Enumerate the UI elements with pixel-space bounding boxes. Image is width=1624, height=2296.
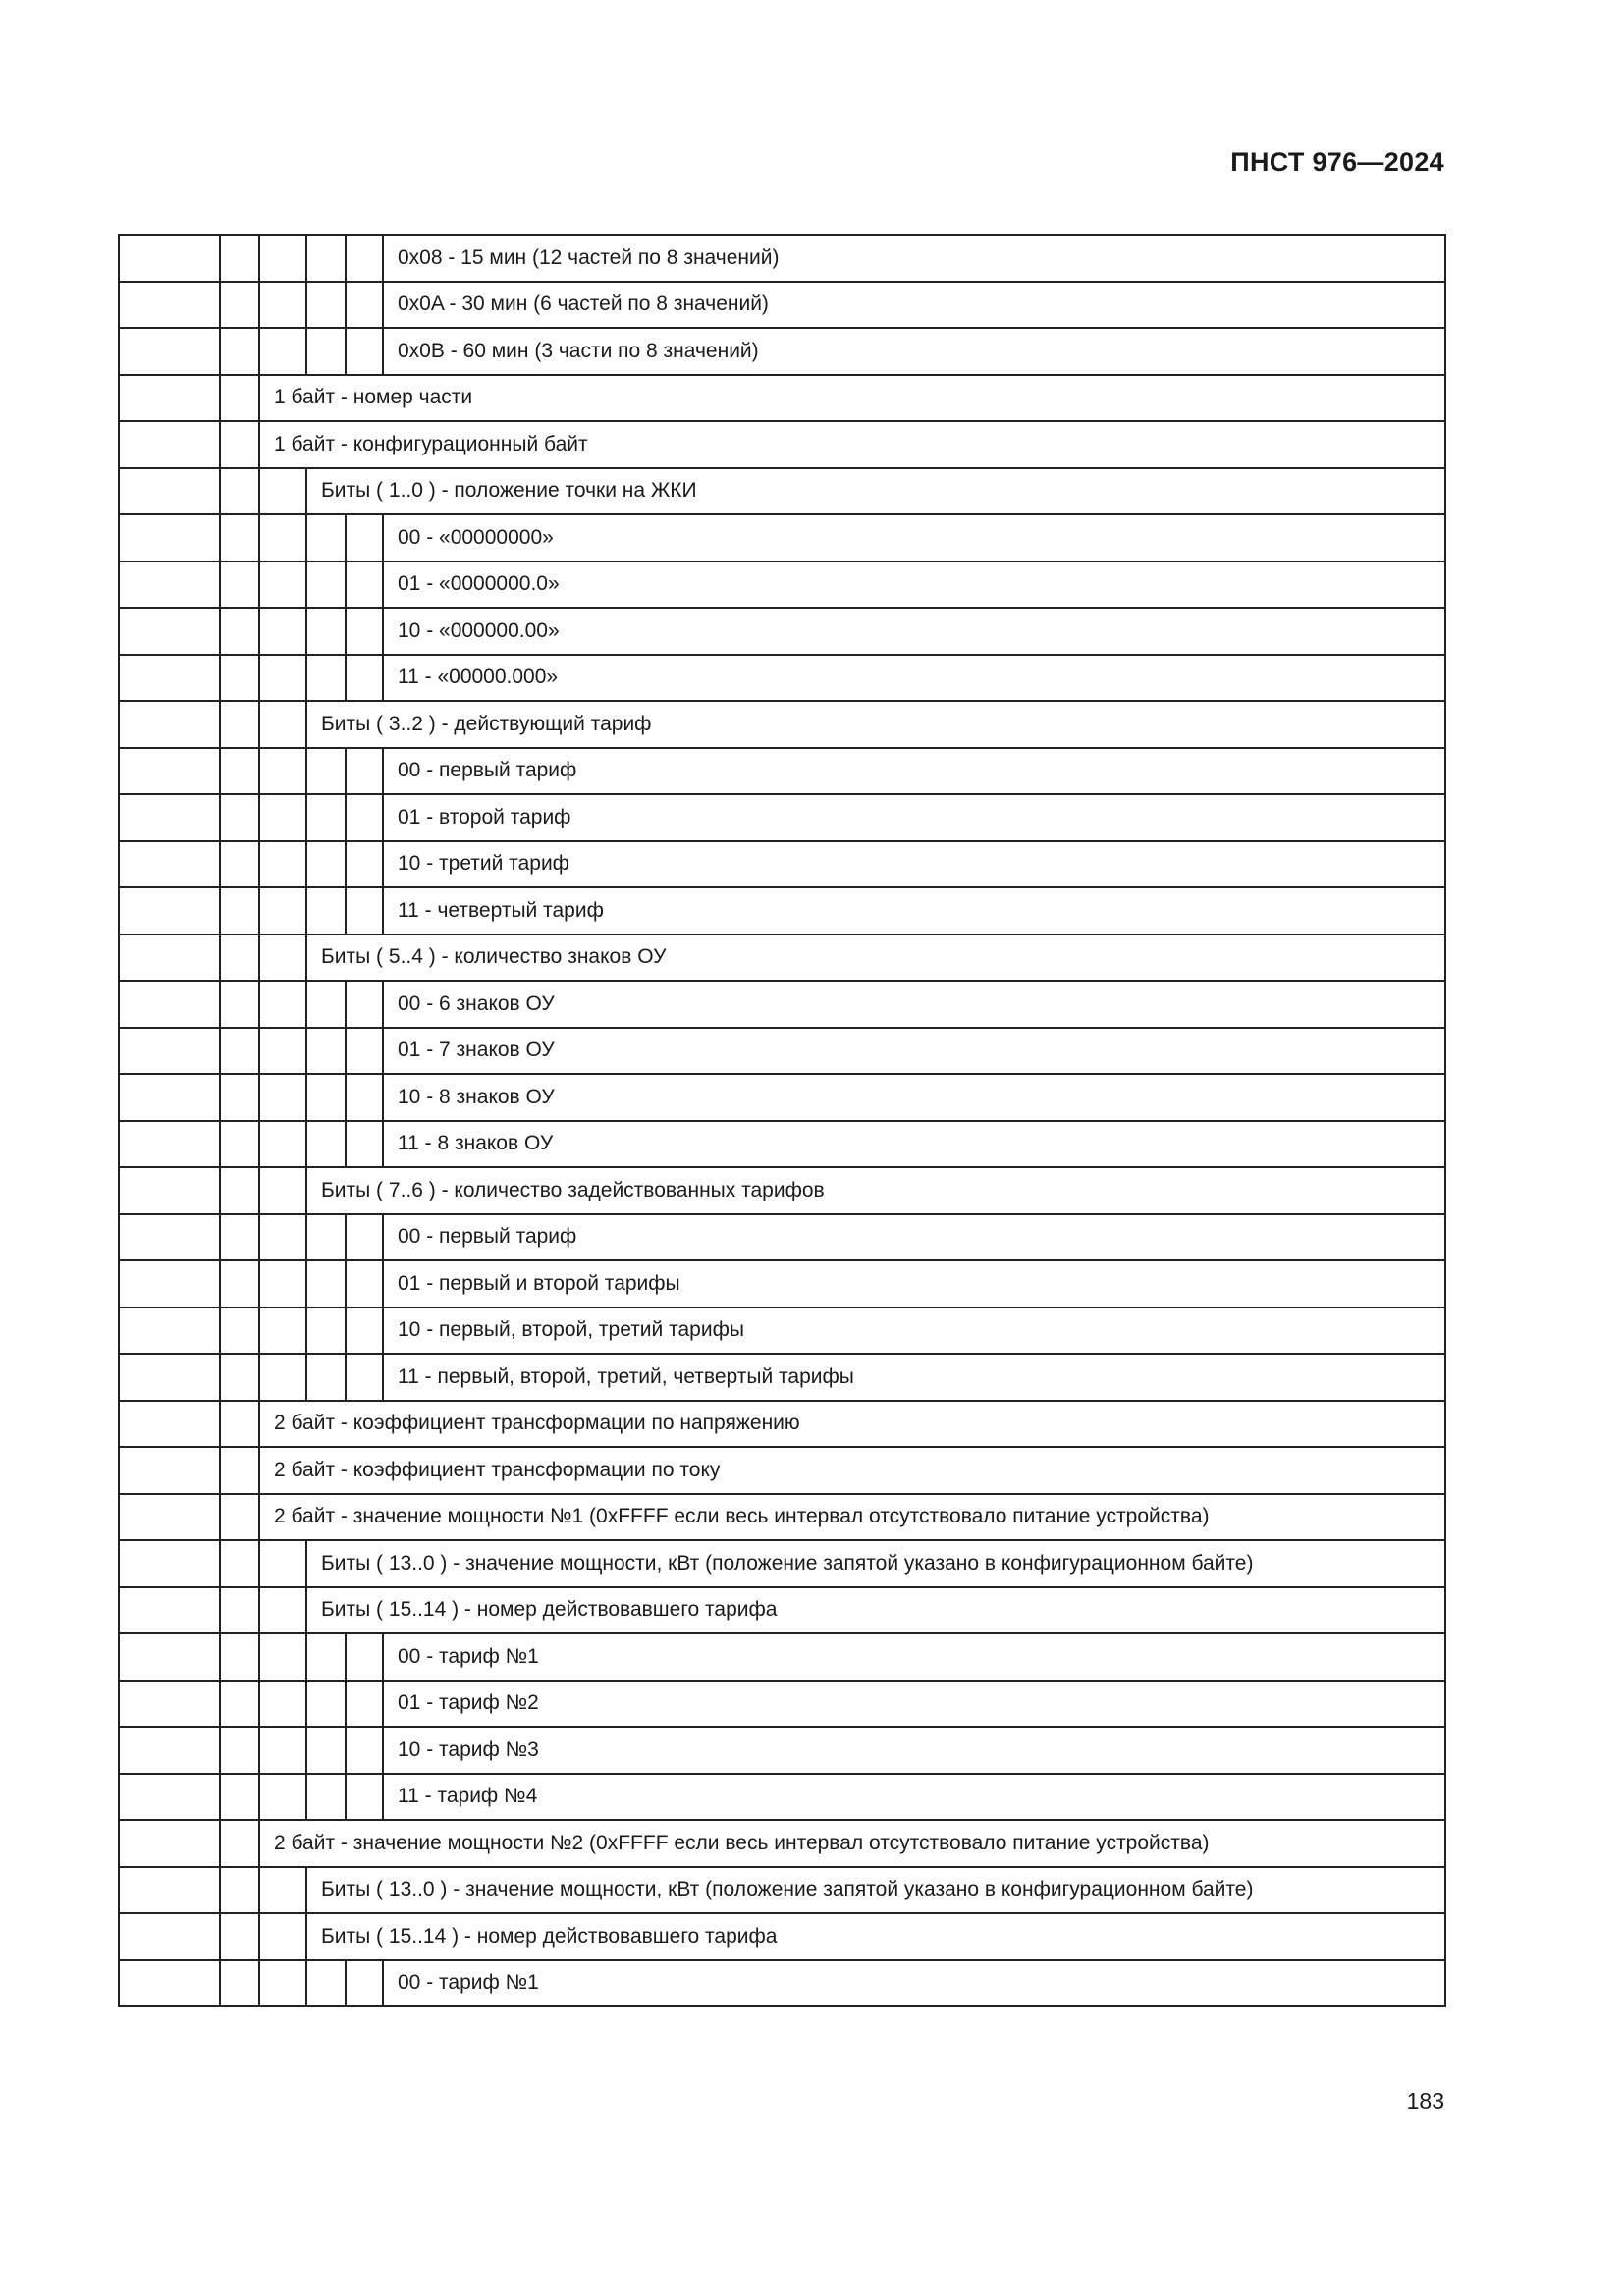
indent-cell	[306, 1214, 346, 1261]
indent-cell	[306, 1074, 346, 1121]
indent-cell	[119, 1494, 220, 1541]
indent-cell	[259, 701, 306, 748]
indent-cell	[119, 1028, 220, 1075]
indent-cell	[306, 282, 346, 329]
indent-cell	[259, 468, 306, 515]
row-text: 11 - 8 знаков ОУ	[383, 1121, 1445, 1168]
row-text: 2 байт - коэффициент трансформации по напряжению	[259, 1401, 1445, 1448]
indent-cell	[259, 1774, 306, 1821]
indent-cell	[259, 1121, 306, 1168]
row-text: 11 - «00000.000»	[383, 655, 1445, 702]
indent-cell	[220, 1774, 259, 1821]
indent-cell	[306, 841, 346, 888]
indent-cell	[220, 1074, 259, 1121]
indent-cell	[346, 1121, 383, 1168]
indent-cell	[119, 1820, 220, 1867]
row-text: 0x0B - 60 мин (3 части по 8 значений)	[383, 328, 1445, 375]
indent-cell	[119, 655, 220, 702]
table-row	[119, 1633, 1445, 1681]
indent-cell	[220, 1820, 259, 1867]
row-text: Биты ( 13..0 ) - значение мощности, кВт (положение запятой указано в конфигурационном байте)	[306, 1867, 1445, 1914]
indent-cell	[259, 608, 306, 655]
indent-cell	[220, 1540, 259, 1587]
row-text: 01 - второй тариф	[383, 794, 1445, 841]
row-text: 00 - первый тариф	[383, 748, 1445, 795]
indent-cell	[306, 1354, 346, 1401]
table-row	[119, 1167, 1445, 1214]
indent-cell	[119, 235, 220, 282]
table-row	[119, 1121, 1445, 1168]
row-text: Биты ( 3..2 ) - действующий тариф	[306, 701, 1445, 748]
indent-cell	[306, 235, 346, 282]
row-text: 0x0A - 30 мин (6 частей по 8 значений)	[383, 282, 1445, 329]
indent-cell	[220, 328, 259, 375]
indent-cell	[119, 1401, 220, 1448]
row-text: 2 байт - коэффициент трансформации по току	[259, 1447, 1445, 1494]
indent-cell	[346, 841, 383, 888]
table-row	[119, 561, 1445, 609]
row-text: 10 - третий тариф	[383, 841, 1445, 888]
indent-cell	[220, 1913, 259, 1960]
table-row	[119, 1308, 1445, 1355]
row-text: 10 - тариф №3	[383, 1727, 1445, 1774]
indent-cell	[119, 887, 220, 934]
indent-cell	[346, 282, 383, 329]
indent-cell	[119, 468, 220, 515]
table-row	[119, 1354, 1445, 1401]
indent-cell	[220, 421, 259, 468]
indent-cell	[259, 282, 306, 329]
indent-cell	[119, 1681, 220, 1728]
indent-cell	[259, 561, 306, 609]
indent-cell	[306, 514, 346, 561]
table-row	[119, 514, 1445, 561]
indent-cell	[346, 235, 383, 282]
indent-cell	[220, 1028, 259, 1075]
indent-cell	[306, 1121, 346, 1168]
indent-cell	[220, 981, 259, 1028]
indent-cell	[220, 701, 259, 748]
indent-cell	[119, 841, 220, 888]
indent-cell	[259, 1633, 306, 1681]
indent-cell	[119, 794, 220, 841]
table-row	[119, 934, 1445, 982]
indent-cell	[220, 1960, 259, 2007]
row-text: Биты ( 15..14 ) - номер действовавшего тарифа	[306, 1913, 1445, 1960]
indent-cell	[220, 1214, 259, 1261]
row-text: 00 - тариф №1	[383, 1633, 1445, 1681]
indent-cell	[119, 934, 220, 982]
indent-cell	[220, 235, 259, 282]
table-row	[119, 282, 1445, 329]
row-text: 00 - тариф №1	[383, 1960, 1445, 2007]
table-row	[119, 1960, 1445, 2007]
indent-cell	[119, 1540, 220, 1587]
indent-cell	[346, 1214, 383, 1261]
table-row	[119, 1774, 1445, 1821]
page-number: 183	[1406, 2088, 1444, 2113]
row-text: 2 байт - значение мощности №1 (0xFFFF если весь интервал отсутствовало питание устройства)	[259, 1494, 1445, 1541]
indent-cell	[220, 1727, 259, 1774]
table-row	[119, 421, 1445, 468]
table-row	[119, 1260, 1445, 1308]
indent-cell	[346, 981, 383, 1028]
indent-cell	[346, 1028, 383, 1075]
table-row	[119, 748, 1445, 795]
table-row	[119, 1494, 1445, 1541]
indent-cell	[119, 701, 220, 748]
indent-cell	[119, 375, 220, 422]
row-text: 00 - первый тариф	[383, 1214, 1445, 1261]
indent-cell	[346, 1774, 383, 1821]
table-row	[119, 608, 1445, 655]
indent-cell	[306, 608, 346, 655]
indent-cell	[306, 1727, 346, 1774]
indent-cell	[306, 1774, 346, 1821]
indent-cell	[220, 934, 259, 982]
indent-cell	[119, 514, 220, 561]
table-row	[119, 468, 1445, 515]
table-row	[119, 235, 1445, 282]
indent-cell	[119, 1074, 220, 1121]
row-text: Биты ( 15..14 ) - номер действовавшего тарифа	[306, 1587, 1445, 1634]
row-text: 01 - тариф №2	[383, 1681, 1445, 1728]
indent-cell	[259, 1167, 306, 1214]
indent-cell	[346, 1308, 383, 1355]
indent-cell	[306, 1028, 346, 1075]
indent-cell	[119, 328, 220, 375]
table-row	[119, 328, 1445, 375]
indent-cell	[346, 1074, 383, 1121]
indent-cell	[119, 1214, 220, 1261]
table-row	[119, 1681, 1445, 1728]
indent-cell	[119, 421, 220, 468]
indent-cell	[119, 1587, 220, 1634]
indent-cell	[220, 282, 259, 329]
indent-cell	[346, 887, 383, 934]
indent-cell	[346, 1960, 383, 2007]
row-text: 10 - 8 знаков ОУ	[383, 1074, 1445, 1121]
indent-cell	[306, 561, 346, 609]
indent-cell	[220, 887, 259, 934]
indent-cell	[119, 1308, 220, 1355]
table-row	[119, 1214, 1445, 1261]
indent-cell	[259, 1354, 306, 1401]
indent-cell	[119, 981, 220, 1028]
table-row	[119, 841, 1445, 888]
indent-cell	[220, 841, 259, 888]
indent-cell	[306, 1960, 346, 2007]
indent-cell	[259, 1587, 306, 1634]
indent-cell	[119, 608, 220, 655]
row-text: Биты ( 1..0 ) - положение точки на ЖКИ	[306, 468, 1445, 515]
indent-cell	[119, 1960, 220, 2007]
indent-cell	[220, 1587, 259, 1634]
indent-cell	[259, 1214, 306, 1261]
indent-cell	[220, 1401, 259, 1448]
indent-cell	[259, 934, 306, 982]
indent-cell	[220, 608, 259, 655]
table-row	[119, 1540, 1445, 1587]
row-text: 1 байт - номер части	[259, 375, 1445, 422]
indent-cell	[346, 1681, 383, 1728]
indent-cell	[119, 1447, 220, 1494]
indent-cell	[306, 794, 346, 841]
row-text: 01 - 7 знаков ОУ	[383, 1028, 1445, 1075]
indent-cell	[220, 468, 259, 515]
indent-cell	[259, 1681, 306, 1728]
table-row	[119, 1401, 1445, 1448]
row-text: Биты ( 13..0 ) - значение мощности, кВт (положение запятой указано в конфигурационном байте)	[306, 1540, 1445, 1587]
row-text: 1 байт - конфигурационный байт	[259, 421, 1445, 468]
row-text: 00 - «00000000»	[383, 514, 1445, 561]
indent-cell	[346, 1260, 383, 1308]
table-row	[119, 1913, 1445, 1960]
indent-cell	[346, 328, 383, 375]
table-row	[119, 1028, 1445, 1075]
indent-cell	[259, 887, 306, 934]
indent-cell	[306, 748, 346, 795]
indent-cell	[220, 1494, 259, 1541]
indent-cell	[259, 1540, 306, 1587]
row-text: Биты ( 7..6 ) - количество задействованных тарифов	[306, 1167, 1445, 1214]
indent-cell	[119, 1260, 220, 1308]
indent-cell	[119, 1727, 220, 1774]
indent-cell	[259, 328, 306, 375]
table-row	[119, 1587, 1445, 1634]
indent-cell	[119, 1121, 220, 1168]
table-row	[119, 701, 1445, 748]
table-row	[119, 1447, 1445, 1494]
indent-cell	[220, 1121, 259, 1168]
indent-cell	[306, 981, 346, 1028]
indent-cell	[119, 1774, 220, 1821]
indent-cell	[346, 514, 383, 561]
table-row	[119, 655, 1445, 702]
indent-cell	[259, 655, 306, 702]
indent-cell	[306, 887, 346, 934]
indent-cell	[259, 841, 306, 888]
indent-cell	[119, 1633, 220, 1681]
row-text: 01 - первый и второй тарифы	[383, 1260, 1445, 1308]
indent-cell	[346, 1354, 383, 1401]
indent-cell	[119, 1867, 220, 1914]
indent-cell	[220, 1260, 259, 1308]
indent-cell	[259, 794, 306, 841]
indent-cell	[306, 1633, 346, 1681]
indent-cell	[220, 748, 259, 795]
indent-cell	[220, 1447, 259, 1494]
indent-cell	[259, 748, 306, 795]
row-text: 10 - «000000.00»	[383, 608, 1445, 655]
indent-cell	[119, 1913, 220, 1960]
row-text: 2 байт - значение мощности №2 (0xFFFF если весь интервал отсутствовало питание устройства)	[259, 1820, 1445, 1867]
table-row	[119, 794, 1445, 841]
indent-cell	[259, 1028, 306, 1075]
table-row	[119, 375, 1445, 422]
indent-cell	[259, 1913, 306, 1960]
indent-cell	[259, 1960, 306, 2007]
row-text: 00 - 6 знаков ОУ	[383, 981, 1445, 1028]
table-row	[119, 887, 1445, 934]
indent-cell	[346, 561, 383, 609]
indent-cell	[220, 561, 259, 609]
row-text: 11 - тариф №4	[383, 1774, 1445, 1821]
indent-cell	[119, 561, 220, 609]
indent-cell	[220, 375, 259, 422]
indent-cell	[119, 1167, 220, 1214]
indent-cell	[346, 655, 383, 702]
indent-cell	[220, 1681, 259, 1728]
table-row	[119, 1074, 1445, 1121]
indent-cell	[259, 514, 306, 561]
row-text: Биты ( 5..4 ) - количество знаков ОУ	[306, 934, 1445, 982]
document-code: ПНСТ 976—2024	[1230, 147, 1444, 177]
indent-cell	[220, 1308, 259, 1355]
indent-cell	[220, 1354, 259, 1401]
indent-cell	[220, 655, 259, 702]
indent-cell	[346, 1727, 383, 1774]
indent-cell	[346, 608, 383, 655]
indent-cell	[346, 794, 383, 841]
indent-cell	[259, 1074, 306, 1121]
indent-cell	[259, 235, 306, 282]
row-text: 10 - первый, второй, третий тарифы	[383, 1308, 1445, 1355]
indent-cell	[306, 655, 346, 702]
indent-cell	[306, 1260, 346, 1308]
row-text: 01 - «0000000.0»	[383, 561, 1445, 609]
indent-cell	[259, 1727, 306, 1774]
spec-table	[118, 234, 1446, 2007]
indent-cell	[220, 514, 259, 561]
row-text: 11 - первый, второй, третий, четвертый тарифы	[383, 1354, 1445, 1401]
table-row	[119, 1820, 1445, 1867]
indent-cell	[119, 748, 220, 795]
row-text: 0x08 - 15 мин (12 частей по 8 значений)	[383, 235, 1445, 282]
row-text: 11 - четвертый тариф	[383, 887, 1445, 934]
indent-cell	[220, 1867, 259, 1914]
indent-cell	[306, 1308, 346, 1355]
indent-cell	[119, 1354, 220, 1401]
indent-cell	[259, 981, 306, 1028]
indent-cell	[119, 282, 220, 329]
table-row	[119, 1867, 1445, 1914]
indent-cell	[306, 328, 346, 375]
table-row	[119, 1727, 1445, 1774]
indent-cell	[259, 1260, 306, 1308]
indent-cell	[346, 748, 383, 795]
indent-cell	[346, 1633, 383, 1681]
indent-cell	[220, 794, 259, 841]
indent-cell	[259, 1867, 306, 1914]
table-row	[119, 981, 1445, 1028]
indent-cell	[259, 1308, 306, 1355]
indent-cell	[220, 1633, 259, 1681]
indent-cell	[306, 1681, 346, 1728]
indent-cell	[220, 1167, 259, 1214]
